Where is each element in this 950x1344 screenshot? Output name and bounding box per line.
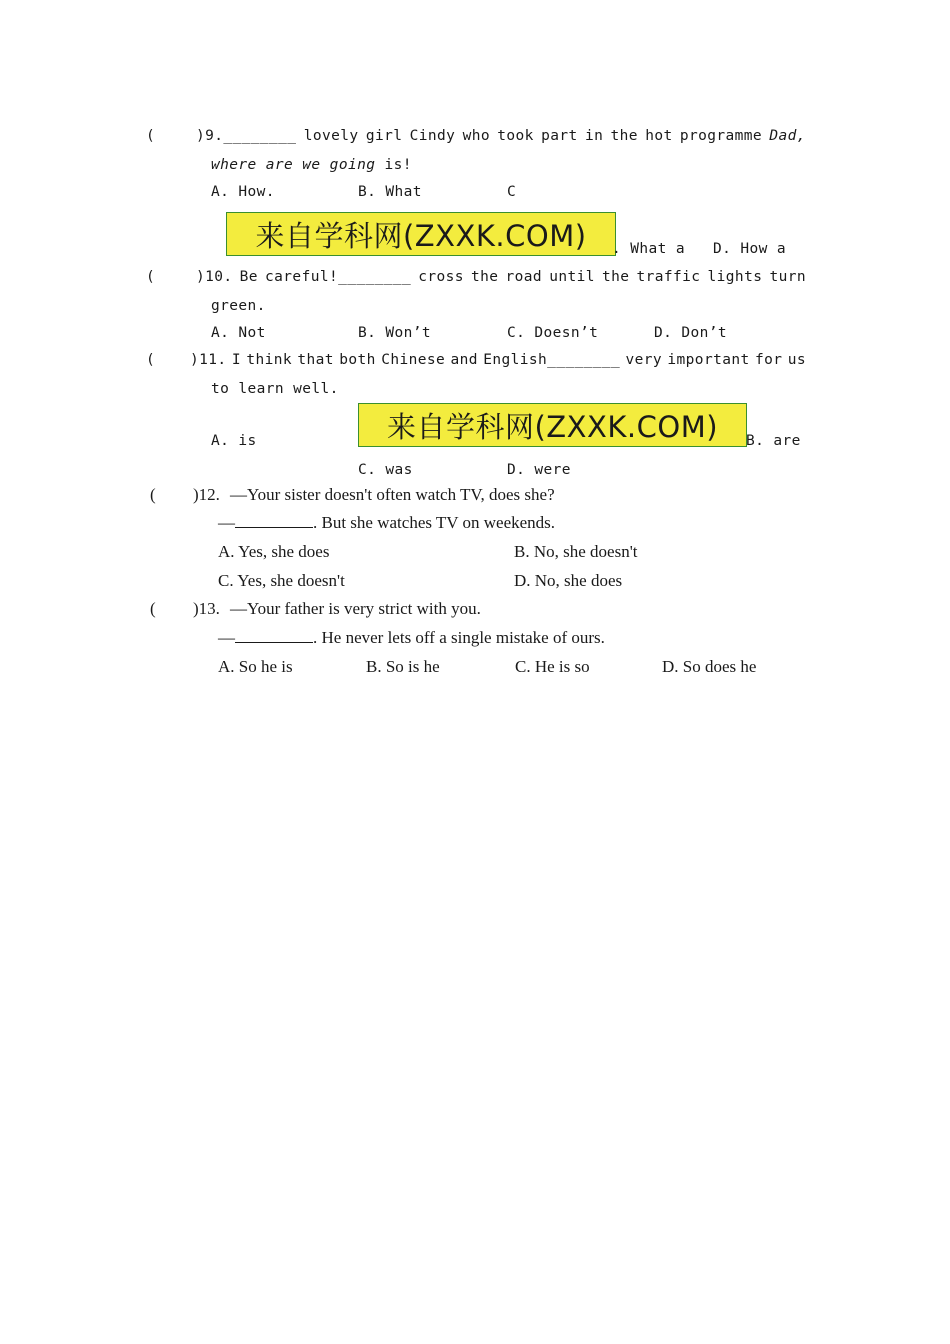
option-a: A. Yes, she does xyxy=(218,542,330,561)
option-c: C. Yes, she doesn't xyxy=(218,571,345,590)
option-d: D. So does he xyxy=(662,657,757,676)
question-number: )11. xyxy=(190,352,227,368)
option-b: B. are xyxy=(746,433,801,449)
answer-bracket: ( xyxy=(146,352,156,368)
option-b: B. So is he xyxy=(366,657,440,676)
question-prompt: —Your father is very strict with you. xyxy=(230,599,481,618)
programme-title-part-1: Dad, xyxy=(769,128,806,144)
answer-bracket: ( xyxy=(146,128,156,144)
option-a: A. So he is xyxy=(218,657,293,676)
option-c: C. Doesn’t xyxy=(507,325,599,341)
option-b: B. No, she doesn't xyxy=(514,542,638,561)
answer-line: — . But she watches TV on weekends. xyxy=(218,513,556,532)
option-d: D. How a xyxy=(713,241,787,257)
option-b: B. Won’t xyxy=(358,325,432,341)
answer-bracket: ( xyxy=(150,485,156,504)
option-a: A. Not xyxy=(211,325,266,341)
question-10-line-2: green. xyxy=(211,298,266,314)
answer-bracket: ( xyxy=(146,269,156,285)
option-c: C. He is so xyxy=(515,657,590,676)
question-number: )13. xyxy=(193,599,220,618)
option-b: B. What xyxy=(358,184,422,200)
question-9-line-1: )9.________ lovely girl Cindy who took part in the hot programme Dad, xyxy=(196,128,806,144)
question-10-line-1: )10. Be careful!________ cross the road until the traffic lights turn xyxy=(196,269,806,285)
answer-bracket: ( xyxy=(150,599,156,618)
question-11-line-2: to learn well. xyxy=(211,381,339,397)
answer-line: — . He never lets off a single mistake of ours. xyxy=(218,628,605,647)
option-c: . What a xyxy=(612,241,686,257)
option-d: D. were xyxy=(507,462,571,478)
question-number: )12. xyxy=(193,485,220,504)
option-d: D. No, she does xyxy=(514,571,623,590)
answer-blank xyxy=(235,513,313,528)
option-a: A. How. xyxy=(211,184,275,200)
programme-title-part-2: where are we going xyxy=(211,157,376,173)
watermark-banner: 来自学科网(ZXXK.COM) xyxy=(358,403,747,447)
question-9-line-2: where are we going is! xyxy=(211,157,412,173)
question-11-line-1: )11. I think that both Chinese and English________ very important for us xyxy=(190,352,806,368)
question-number: )9.________ xyxy=(196,128,297,144)
option-d: D. Don’t xyxy=(654,325,728,341)
question-prompt: —Your sister doesn't often watch TV, does she? xyxy=(230,485,555,504)
option-c: C. was xyxy=(358,462,413,478)
answer-blank xyxy=(235,628,313,643)
watermark-banner: 来自学科网(ZXXK.COM) xyxy=(226,212,616,256)
option-a: A. is xyxy=(211,433,257,449)
option-c-prefix: C xyxy=(507,184,517,200)
question-number: )10. xyxy=(196,269,233,285)
